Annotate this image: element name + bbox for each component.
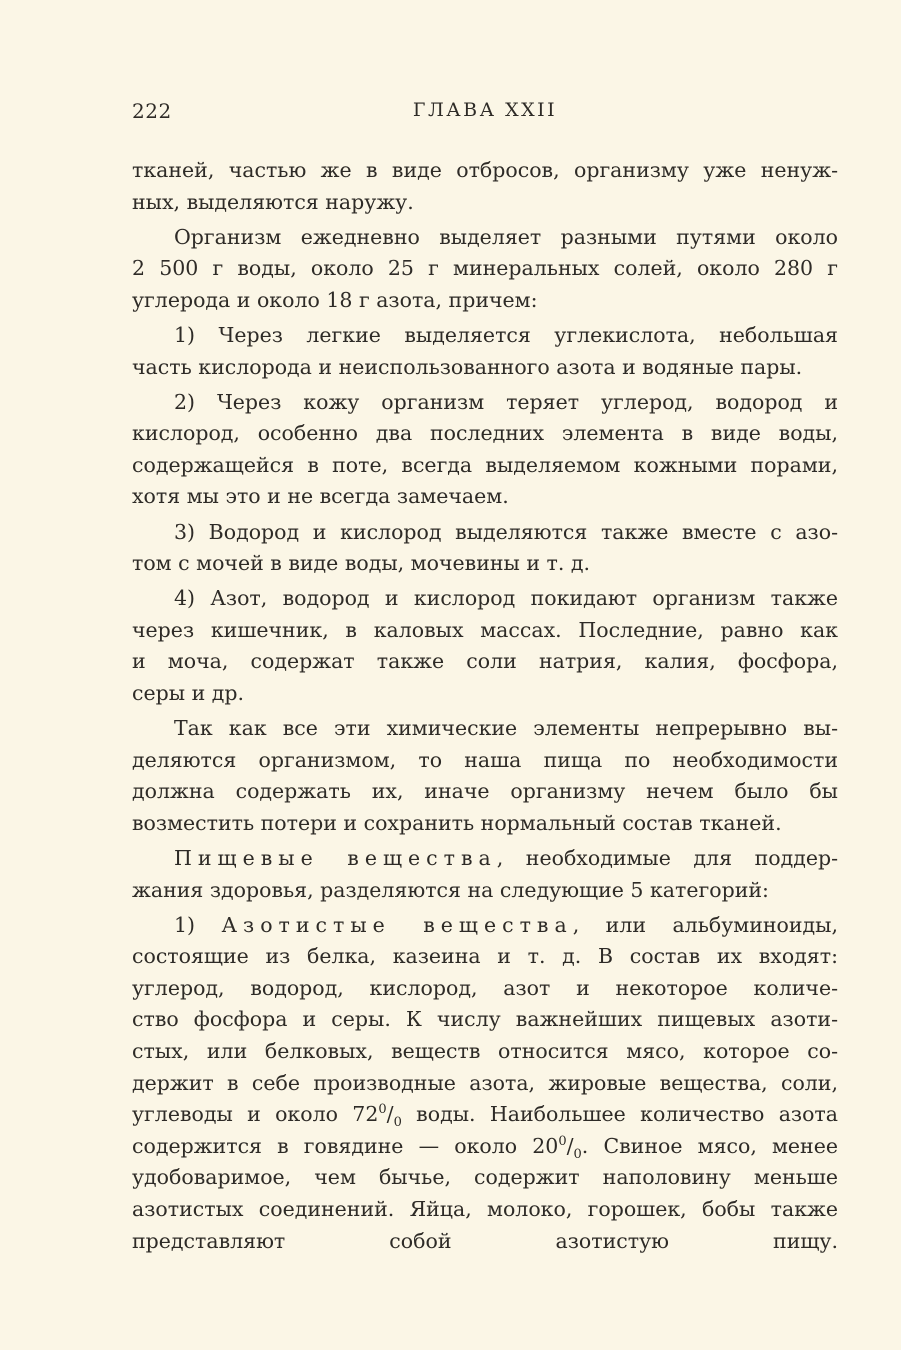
text-line: 4) Азот, водород и кислород покидают организм также xyxy=(174,586,838,611)
text-line: углеводы и около $72^0/_0$ воды. Наибольшее количество азота xyxy=(132,1102,838,1131)
page-header xyxy=(132,99,838,135)
text-line: часть кислорода и неиспользованного азота и водяные пары. xyxy=(132,354,803,379)
percent-sup: 0 xyxy=(378,1102,387,1118)
text-line: содержится в говядине — около $20^0/_0$. Свиное мясо, менее xyxy=(132,1133,838,1162)
text-fragment: углеводы и около 72 xyxy=(132,1102,379,1127)
text-line: серы и др. xyxy=(132,681,245,705)
text-fragment: , необходимые для поддер- xyxy=(496,845,838,870)
text-line: Так как все эти химические элементы непрерывно вы- xyxy=(174,716,838,741)
text-line: ство фосфора и серы. К числу важнейших пищевых азоти- xyxy=(132,1007,838,1032)
text-line: содержащейся в поте, всегда выделяемом кожными порами, xyxy=(132,452,838,477)
text-fragment: . Свиное мясо, менее xyxy=(581,1133,838,1158)
text-line: держит в себе производные азота, жировые вещества, соли, xyxy=(132,1070,838,1095)
text-line: Организм ежедневно выделяет разными путями около xyxy=(174,224,838,249)
text-line: 1) Через легкие выделяется углекислота, небольшая xyxy=(174,322,838,347)
text-line xyxy=(132,843,838,875)
text-line: углерод, водород, кислород, азот и некоторое количе- xyxy=(132,975,838,1000)
text-line: 2 500 г воды, около 25 г минеральных солей, около 280 г xyxy=(132,256,838,281)
text-line: жания здоровья, разделяются на следующие 5 категорий: xyxy=(132,877,769,902)
spaced-term: Азотистые вещества xyxy=(221,912,573,937)
text-line: состоящие из белка, казеина и т. д. В состав их входят: xyxy=(132,944,838,969)
percent-sup: 0 xyxy=(558,1133,567,1149)
text-fragment: воды. Наибольшее количество азота xyxy=(401,1102,838,1127)
text-line: возместить потери и сохранить нормальный состав тканей. xyxy=(132,810,782,835)
text-line: 2) Через кожу организм теряет углерод, водород и xyxy=(174,389,838,414)
body-text xyxy=(132,155,838,1257)
text-line: деляются организмом, то наша пища по необходимости xyxy=(132,747,838,772)
chapter-title: ГЛАВА XXII xyxy=(412,99,558,121)
percent-sub: 0 xyxy=(393,1115,402,1131)
text-line: должна содержать их, иначе организму нечем было бы xyxy=(132,779,838,804)
text-line: том с мочей в виде воды, мочевины и т. д. xyxy=(132,551,591,576)
text-line: тканей, частью же в виде отбросов, организму уже ненуж- xyxy=(132,158,838,182)
text-line: ных, выделяются наружу. xyxy=(132,189,414,214)
text-line: азотистых соединений. Яйца, молоко, горошек, бобы также xyxy=(132,1197,838,1221)
text-line: и моча, содержат также соли натрия, калия, фосфора, xyxy=(132,649,838,674)
text-line: 3) Водород и кислород выделяются также вместе с азо- xyxy=(174,519,838,544)
text-fragment: содержится в говядине — около 20 xyxy=(132,1133,559,1158)
text-fragment: , или альбуминоиды, xyxy=(572,912,838,937)
text-line: углерода и около 18 г азота, причем: xyxy=(132,287,538,312)
text-line: удобоваримое, чем бычье, содержит наполовину меньше xyxy=(132,1165,838,1190)
page-number: 222 xyxy=(132,99,172,123)
text-line: кислород, особенно два последних элемента в виде воды, xyxy=(132,421,838,446)
text-line: хотя мы это и не всегда замечаем. xyxy=(132,484,509,509)
text-line: через кишечник, в каловых массах. Последние, равно как xyxy=(132,617,838,642)
spaced-term: Пищевые вещества xyxy=(174,845,497,870)
percent-sub: 0 xyxy=(573,1146,582,1162)
text-line: представляют собой азотистую пищу. xyxy=(132,1228,838,1253)
text-line xyxy=(132,910,838,942)
text-line: стых, или белковых, веществ относится мясо, которое со- xyxy=(132,1039,838,1064)
text-fragment: 1) xyxy=(174,912,222,937)
